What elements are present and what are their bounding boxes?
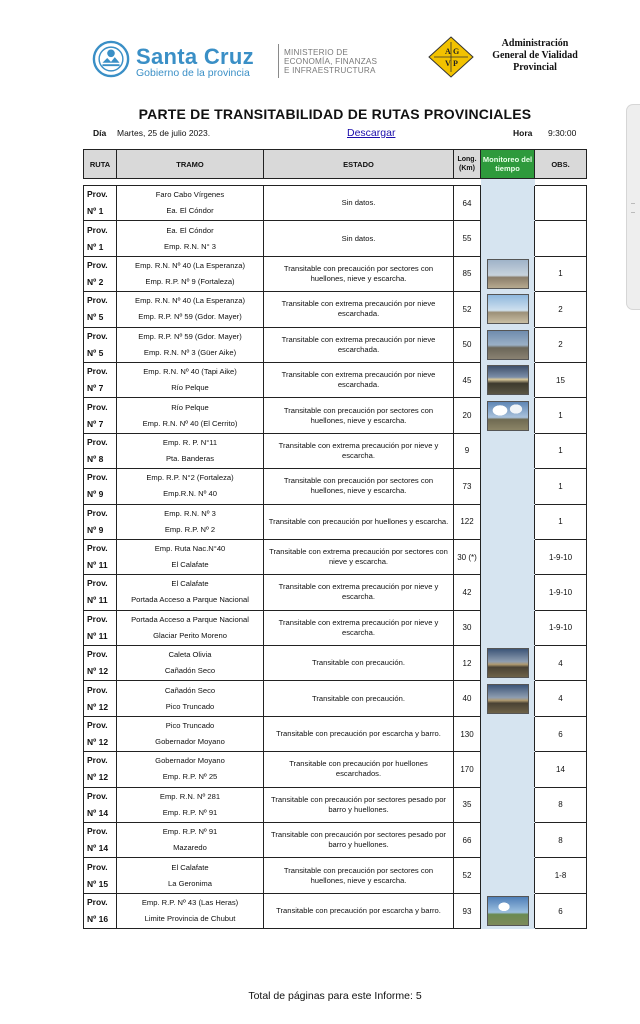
ruta-number: Nº 5 — [87, 347, 104, 358]
cell-monitoreo — [481, 610, 535, 645]
agvp-letter-a: A — [445, 47, 451, 56]
cell-obs: 4 — [535, 681, 587, 716]
table-spacer — [84, 179, 587, 186]
ruta-number: Nº 9 — [87, 489, 104, 500]
cell-obs: 1 — [535, 433, 587, 468]
table-row — [84, 716, 587, 751]
time-value: 9:30:00 — [548, 128, 577, 138]
cell-estado: Transitable con extrema precaución por nieve y escarcha. — [264, 610, 454, 645]
ruta-prefix: Prov. — [87, 826, 108, 837]
cell-long: 64 — [454, 186, 481, 221]
tramo-to: Emp. R.P. Nº 2 — [164, 524, 216, 534]
tramo-from: Pico Truncado — [165, 721, 215, 731]
cell-obs: 6 — [535, 893, 587, 928]
cell-tramo — [117, 221, 264, 256]
cell-monitoreo — [481, 221, 535, 256]
cell-obs: 1 — [535, 504, 587, 539]
cell-ruta — [84, 398, 117, 433]
cell-long: 35 — [454, 787, 481, 822]
weather-camera-thumbnail[interactable] — [487, 648, 529, 678]
tramo-to: Emp. R.N. Nº 3 (Güer Aike) — [143, 347, 237, 357]
tramo-to: Limite Provincia de Chubut — [144, 914, 236, 923]
ruta-number: Nº 16 — [87, 914, 109, 924]
cell-obs: 1 — [535, 256, 587, 291]
table-row — [84, 398, 587, 433]
ruta-number: Nº 15 — [87, 878, 109, 889]
weather-camera-thumbnail[interactable] — [487, 330, 529, 360]
cell-ruta — [84, 893, 117, 928]
cell-long: 52 — [454, 292, 481, 327]
cell-ruta — [84, 610, 117, 645]
cell-estado: Transitable con precaución por sectores pesado por barro y huellones. — [264, 823, 454, 858]
cell-long: 93 — [454, 893, 481, 928]
cell-long: 30 (*) — [454, 539, 481, 574]
cell-estado: Sin datos. — [264, 221, 454, 256]
table-row — [84, 256, 587, 291]
ruta-prefix: Prov. — [87, 507, 108, 518]
page-title: PARTE DE TRANSITABILIDAD DE RUTAS PROVINCIALES — [138, 106, 532, 122]
tramo-from: El Calafate — [171, 579, 209, 589]
cell-estado: Transitable con precaución por escarcha y barro. — [264, 893, 454, 928]
cell-long: 130 — [454, 716, 481, 751]
cell-obs: 8 — [535, 787, 587, 822]
cell-tramo — [117, 469, 264, 504]
cell-estado: Transitable con precaución por sectores con huellones, nieve y escarcha. — [264, 858, 454, 893]
cell-estado: Transitable con precaución por sectores con huellones, nieve y escarcha. — [264, 256, 454, 291]
cell-tramo — [117, 681, 264, 716]
col-estado: ESTADO — [264, 150, 454, 179]
tramo-from: Faro Cabo Vírgenes — [155, 190, 225, 200]
table-row — [84, 893, 587, 928]
ruta-number: Nº 5 — [87, 312, 104, 323]
col-long-line1: Long. — [457, 156, 477, 163]
cell-ruta — [84, 362, 117, 397]
ministry-name — [284, 48, 377, 75]
ruta-prefix: Prov. — [87, 543, 108, 554]
santa-cruz-shield-icon — [92, 40, 130, 78]
tramo-from: Emp. Ruta Nac.N°40 — [154, 544, 226, 554]
table-row — [84, 433, 587, 468]
cell-tramo — [117, 398, 264, 433]
cell-estado: Transitable con precaución por huellones y escarcha. — [264, 504, 454, 539]
tramo-to: Glaciar Perito Moreno — [153, 630, 227, 640]
cell-long: 55 — [454, 221, 481, 256]
cell-ruta — [84, 716, 117, 751]
col-ruta: RUTA — [84, 150, 117, 179]
agvp-line-1: Administración — [501, 38, 569, 49]
ruta-prefix: Prov. — [87, 436, 108, 447]
ruta-prefix: Prov. — [87, 401, 108, 412]
cell-estado: Sin datos. — [264, 186, 454, 221]
ruta-number: Nº 11 — [87, 560, 108, 571]
col-long — [454, 150, 481, 179]
tramo-from: Cañadón Seco — [164, 685, 216, 695]
ruta-prefix: Prov. — [87, 755, 108, 766]
cell-long: 42 — [454, 575, 481, 610]
ruta-prefix: Prov. — [87, 790, 108, 801]
cell-tramo — [117, 787, 264, 822]
cell-ruta — [84, 575, 117, 610]
table-row — [84, 823, 587, 858]
tramo-from: Emp. R. P. N°11 — [162, 437, 218, 447]
ruta-number: Nº 1 — [87, 241, 104, 252]
cell-estado: Transitable con precaución. — [264, 646, 454, 681]
cell-estado: Transitable con extrema precaución por sectores con nieve y escarcha. — [264, 539, 454, 574]
routes-table — [83, 149, 587, 929]
cell-ruta — [84, 823, 117, 858]
tramo-to: Emp. R.P. Nº 9 (Fortaleza) — [145, 276, 235, 286]
ruta-number: Nº 7 — [87, 383, 104, 394]
col-monitoreo-line1: Monitoreo del — [482, 155, 533, 164]
cell-ruta — [84, 327, 117, 362]
ruta-number: Nº 11 — [87, 630, 108, 641]
tramo-from: Ea. El Cóndor — [166, 225, 214, 235]
ruta-prefix: Prov. — [87, 613, 108, 624]
cell-tramo — [117, 752, 264, 787]
cell-estado: Transitable con precaución por sectores con huellones, nieve y escarcha. — [264, 398, 454, 433]
cell-obs: 1 — [535, 398, 587, 433]
cell-monitoreo — [481, 539, 535, 574]
cell-obs: 2 — [535, 292, 587, 327]
table-row — [84, 646, 587, 681]
cell-obs: 14 — [535, 752, 587, 787]
ruta-number: Nº 11 — [87, 595, 108, 606]
time-label: Hora — [513, 128, 533, 138]
ministry-line-2: ECONOMÍA, FINANZAS — [284, 57, 378, 66]
tramo-from: Caleta Olivia — [168, 650, 212, 660]
cell-tramo — [117, 716, 264, 751]
cell-monitoreo — [481, 681, 535, 716]
tramo-to: La Geronima — [168, 878, 212, 888]
ministry-line-1: MINISTERIO DE — [284, 48, 349, 57]
cell-tramo — [117, 504, 264, 539]
cell-long: 40 — [454, 681, 481, 716]
ruta-number: Nº 7 — [87, 418, 104, 429]
table-row — [84, 469, 587, 504]
agvp-letter-v: V — [445, 59, 451, 68]
tramo-to: El Calafate — [171, 560, 209, 570]
cell-obs: 1-9-10 — [535, 539, 587, 574]
tramo-from: Emp. R.N. Nº 40 (Tapi Aike) — [143, 367, 237, 377]
table-row — [84, 858, 587, 893]
cell-obs: 8 — [535, 823, 587, 858]
cell-long: 45 — [454, 362, 481, 397]
table-row — [84, 539, 587, 574]
cell-long: 170 — [454, 752, 481, 787]
col-tramo: TRAMO — [117, 150, 264, 179]
download-link[interactable]: Descargar — [347, 127, 396, 139]
col-monitoreo-line2: tiempo — [495, 164, 520, 173]
table-row — [84, 186, 587, 221]
cell-ruta — [84, 292, 117, 327]
table-row — [84, 221, 587, 256]
cell-obs: 2 — [535, 327, 587, 362]
ruta-prefix: Prov. — [87, 330, 108, 341]
table-row — [84, 327, 587, 362]
cell-estado: Transitable con extrema precaución por nieve y escarcha. — [264, 575, 454, 610]
cell-monitoreo — [481, 433, 535, 468]
ruta-number: Nº 14 — [87, 843, 109, 854]
agvp-letter-p: P — [453, 59, 458, 68]
cell-long: 122 — [454, 504, 481, 539]
day-label: Día — [93, 128, 107, 138]
agvp-line-3: Provincial — [513, 62, 557, 73]
agvp-line-2: General de Vialidad — [492, 50, 578, 61]
cell-long: 20 — [454, 398, 481, 433]
tramo-from: Emp. R.P. N°2 (Fortaleza) — [146, 473, 234, 483]
ruta-prefix: Prov. — [87, 720, 108, 731]
ruta-number: Nº 8 — [87, 453, 104, 464]
cell-ruta — [84, 469, 117, 504]
cell-long: 66 — [454, 823, 481, 858]
tramo-from: El Calafate — [171, 862, 209, 872]
tramo-to: Pta. Banderas — [165, 453, 215, 463]
cell-monitoreo — [481, 504, 535, 539]
cell-tramo — [117, 893, 264, 928]
tramo-from: Emp. R.P. Nº 91 — [162, 827, 218, 837]
ruta-prefix: Prov. — [87, 897, 108, 907]
cell-long: 85 — [454, 256, 481, 291]
tramo-to: Emp. R.N. N° 3 — [164, 241, 216, 251]
tramo-to: Emp. R.P. Nº 25 — [162, 772, 218, 782]
report-info-bar — [93, 128, 583, 142]
ruta-prefix: Prov. — [87, 295, 108, 306]
tramo-from: Portada Acceso a Parque Nacional — [131, 614, 249, 624]
table-body — [84, 179, 587, 929]
cell-monitoreo — [481, 646, 535, 681]
table-row — [84, 752, 587, 787]
ruta-number: Nº 12 — [87, 772, 109, 783]
cell-monitoreo — [481, 575, 535, 610]
ruta-number: Nº 12 — [87, 701, 109, 712]
cell-tramo — [117, 823, 264, 858]
table-header-row — [84, 150, 587, 179]
table-row — [84, 681, 587, 716]
ruta-prefix: Prov. — [87, 649, 108, 660]
cell-estado: Transitable con precaución por huellones escarchados. — [264, 752, 454, 787]
tramo-to: Río Pelque — [171, 383, 209, 393]
day-value: Martes, 25 de julio 2023. — [117, 128, 211, 138]
scrollbar-grip-icon[interactable] — [631, 203, 635, 213]
tramo-from: Emp. R.N. Nº 281 — [159, 791, 221, 801]
cell-estado: Transitable con extrema precaución por nieve escarchada. — [264, 327, 454, 362]
agvp-name — [480, 38, 590, 74]
ruta-number: Nº 1 — [87, 206, 104, 217]
ruta-number: Nº 9 — [87, 524, 104, 535]
cell-tramo — [117, 256, 264, 291]
cell-monitoreo — [481, 469, 535, 504]
cell-monitoreo — [481, 858, 535, 893]
ruta-prefix: Prov. — [87, 366, 108, 377]
cell-ruta — [84, 256, 117, 291]
cell-estado: Transitable con precaución por sectores pesado por barro y huellones. — [264, 787, 454, 822]
cell-estado: Transitable con precaución. — [264, 681, 454, 716]
ruta-prefix: Prov. — [87, 224, 108, 235]
cell-monitoreo — [481, 256, 535, 291]
header-divider — [278, 44, 279, 78]
cell-tramo — [117, 646, 264, 681]
tramo-to: Pico Truncado — [165, 701, 215, 711]
ruta-number: Nº 2 — [87, 276, 104, 287]
cell-ruta — [84, 646, 117, 681]
cell-estado: Transitable con extrema precaución por nieve escarchada. — [264, 292, 454, 327]
table-row — [84, 787, 587, 822]
tramo-to: Cañadón Seco — [164, 666, 216, 676]
cell-tramo — [117, 858, 264, 893]
tramo-from: Emp. R.N. Nº 3 — [164, 508, 216, 518]
cell-tramo — [117, 327, 264, 362]
cell-estado: Transitable con extrema precaución por nieve y escarcha. — [264, 433, 454, 468]
tramo-from: Emp. R.P. Nº 59 (Gdor. Mayer) — [138, 331, 242, 341]
ministry-line-3: E INFRAESTRUCTURA — [284, 66, 376, 75]
cell-ruta — [84, 221, 117, 256]
cell-obs: 1 — [535, 469, 587, 504]
col-obs: OBS. — [535, 150, 587, 179]
cell-tramo — [117, 362, 264, 397]
table-row — [84, 575, 587, 610]
cell-tramo — [117, 433, 264, 468]
ruta-prefix: Prov. — [87, 684, 108, 695]
ruta-prefix: Prov. — [87, 472, 108, 483]
tramo-from: Gobernador Moyano — [155, 756, 225, 766]
ruta-prefix: Prov. — [87, 861, 108, 872]
weather-camera-thumbnail[interactable] — [487, 401, 529, 431]
tramo-to: Emp. R.P. Nº 59 (Gdor. Mayer) — [138, 312, 242, 322]
tramo-to: Portada Acceso a Parque Nacional — [131, 595, 249, 605]
report-header — [88, 30, 608, 90]
weather-camera-thumbnail[interactable] — [487, 294, 529, 324]
table-row — [84, 610, 587, 645]
cell-monitoreo — [481, 398, 535, 433]
cell-obs: 6 — [535, 716, 587, 751]
weather-camera-thumbnail[interactable] — [487, 259, 529, 289]
cell-ruta — [84, 858, 117, 893]
tramo-to: Gobernador Moyano — [155, 737, 225, 747]
table-row — [84, 504, 587, 539]
cell-estado: Transitable con precaución por sectores con huellones, nieve y escarcha. — [264, 469, 454, 504]
ruta-number: Nº 12 — [87, 737, 109, 748]
cell-monitoreo — [481, 186, 535, 221]
tramo-to: Emp. R.N. Nº 40 (El Cerrito) — [142, 418, 238, 428]
tramo-to: Mazaredo — [173, 843, 207, 853]
tramo-to: Ea. El Cóndor — [166, 206, 214, 216]
table-row — [84, 362, 587, 397]
cell-ruta — [84, 504, 117, 539]
cell-long: 50 — [454, 327, 481, 362]
tramo-to: Emp.R.N. Nº 40 — [163, 489, 217, 499]
cell-ruta — [84, 681, 117, 716]
cell-tramo — [117, 575, 264, 610]
ruta-number: Nº 12 — [87, 666, 109, 677]
cell-monitoreo — [481, 292, 535, 327]
cell-long: 9 — [454, 433, 481, 468]
cell-monitoreo — [481, 716, 535, 751]
tramo-from: Río Pelque — [171, 402, 209, 412]
cell-monitoreo — [481, 823, 535, 858]
side-scrollbar[interactable] — [626, 104, 640, 310]
cell-obs: 1-9-10 — [535, 610, 587, 645]
cell-monitoreo — [481, 787, 535, 822]
weather-camera-thumbnail[interactable] — [487, 365, 529, 395]
cell-monitoreo — [481, 752, 535, 787]
cell-ruta — [84, 752, 117, 787]
ruta-number: Nº 14 — [87, 807, 109, 818]
ruta-prefix: Prov. — [87, 259, 108, 270]
cell-tramo — [117, 539, 264, 574]
tramo-to: Emp. R.P. Nº 91 — [162, 807, 218, 817]
tramo-from: Emp. R.N. Nº 40 (La Esperanza) — [135, 260, 245, 270]
table-row — [84, 292, 587, 327]
ruta-prefix: Prov. — [87, 578, 108, 589]
cell-obs: 1-9-10 — [535, 575, 587, 610]
cell-estado: Transitable con precaución por escarcha y barro. — [264, 716, 454, 751]
cell-monitoreo — [481, 327, 535, 362]
cell-long: 73 — [454, 469, 481, 504]
cell-obs — [535, 221, 587, 256]
cell-obs: 4 — [535, 646, 587, 681]
tramo-from: Emp. R.N. Nº 40 (La Esperanza) — [135, 296, 245, 306]
cell-monitoreo — [481, 893, 535, 928]
province-name: Santa Cruz — [136, 44, 254, 69]
col-long-line2: (Km) — [459, 165, 475, 172]
cell-long: 52 — [454, 858, 481, 893]
cell-obs — [535, 186, 587, 221]
weather-camera-thumbnail[interactable] — [487, 684, 529, 714]
cell-ruta — [84, 186, 117, 221]
cell-tramo — [117, 186, 264, 221]
cell-tramo — [117, 292, 264, 327]
cell-obs: 15 — [535, 362, 587, 397]
col-monitoreo — [481, 150, 535, 179]
page-count-footer: Total de páginas para este Informe: 5 — [248, 990, 422, 1002]
ruta-prefix: Prov. — [87, 189, 108, 200]
cell-estado: Transitable con extrema precaución por nieve escarchada. — [264, 362, 454, 397]
tramo-from: Emp. R.P. Nº 43 (Las Heras) — [141, 898, 239, 907]
weather-camera-thumbnail[interactable] — [487, 896, 529, 926]
province-subtitle: Gobierno de la provincia — [136, 67, 250, 79]
cell-long: 12 — [454, 646, 481, 681]
agvp-letter-g: G — [453, 47, 460, 56]
cell-obs: 1-8 — [535, 858, 587, 893]
cell-ruta — [84, 433, 117, 468]
cell-ruta — [84, 539, 117, 574]
cell-long: 30 — [454, 610, 481, 645]
agvp-logo-icon — [428, 36, 474, 78]
cell-monitoreo — [481, 362, 535, 397]
cell-ruta — [84, 787, 117, 822]
cell-tramo — [117, 610, 264, 645]
